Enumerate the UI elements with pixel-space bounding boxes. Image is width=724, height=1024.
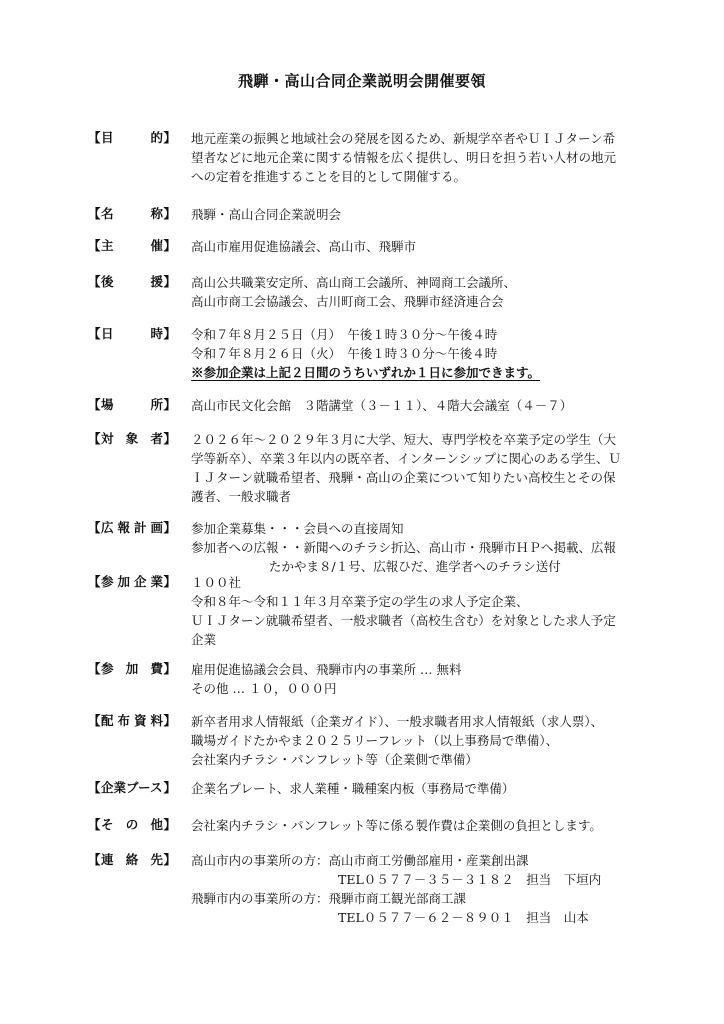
name-line: 飛騨・高山合同企業説明会 (191, 207, 342, 222)
other-line: 会社案内チラシ・パンフレット等に係る製作費は企業側の負担とします。 (191, 818, 602, 833)
section-body-publicity (191, 519, 621, 576)
companies-line: 企業 (191, 632, 217, 647)
purpose-line: 望者などに地元企業に関する情報を広く提供し、明日を担う若い人材の地元 (191, 150, 617, 165)
materials-line: 新卒者用求人情報紙（企業ガイド）、一般求職者用求人情報紙（求人票）、 (191, 714, 604, 729)
section-label-fee: 【 参 加 費 】 (88, 661, 176, 676)
section-label-organizer: 【 主 催 】 (88, 238, 176, 253)
companies-line: 令和８年～令和１１年３月卒業予定の学生の求人予定企業、 (191, 594, 529, 609)
organizer-line: 高山市雇用促進協議会、高山市、飛騨市 (191, 239, 417, 254)
venue-line: 高山市民文化会館 ３階講堂（３－１１）、４階大会議室（４－７） (191, 398, 573, 413)
contact-line: 飛騨市内の事業所の方：飛騨市商工観光部商工課 (191, 891, 467, 906)
section-body-other (191, 816, 621, 835)
booth-line: 企業名プレート、求人業種・職種案内板（事務局で準備） (191, 781, 515, 796)
section-label-venue: 【 場 所 】 (88, 397, 176, 412)
section-label-companies: 【 参 加 企 業 】 (88, 574, 176, 589)
section-body-contact (191, 851, 621, 927)
section-body-datetime (191, 325, 621, 382)
section-body-materials (191, 712, 621, 769)
section-label-other: 【 そ の 他 】 (88, 817, 176, 832)
participation-note: ※参加企業は上記２日間のうちいずれか１日に参加できます。 (191, 365, 541, 380)
contact-line: 高山市内の事業所の方：高山市商工労働部雇用・産業創出課 (191, 853, 529, 868)
support-line: 高山市商工会協議会、古川町商工会、飛騨市経済連合会 (191, 294, 504, 309)
support-line: 高山公共職業安定所、高山商工会議所、神岡商工会議所、 (191, 275, 517, 290)
section-label-materials: 【 配 布 資 料 】 (88, 713, 176, 728)
materials-line: 会社案内チラシ・パンフレット等（企業側で準備） (191, 752, 478, 767)
section-label-datetime: 【 日 時 】 (88, 326, 176, 341)
section-label-purpose: 【 目 的 】 (88, 130, 176, 145)
section-body-name (191, 205, 621, 224)
section-body-organizer (191, 237, 621, 256)
publicity-line: 参加企業募集・・・会員への直接周知 (191, 521, 404, 536)
section-body-venue (191, 396, 621, 415)
section-body-fee (191, 660, 621, 698)
target-line: ２０２６年～２０２９年３月に大学、短大、専門学校を卒業予定の学生（大 (191, 432, 617, 447)
section-label-support: 【 後 援 】 (88, 274, 176, 289)
fee-line: その他 … １０，０００円 (191, 681, 337, 696)
publicity-line: 参加者への広報・・新聞へのチラシ折込、高山市・飛騨市ＨＰへ掲載、広報 (191, 540, 617, 555)
purpose-line: 地元産業の振興と地域社会の発展を図るため、新規学卒者やＵＩＪターン希 (191, 131, 616, 146)
section-body-purpose (191, 129, 621, 186)
section-label-name: 【 名 称 】 (88, 206, 176, 221)
section-label-contact: 【 連 絡 先 】 (88, 852, 176, 867)
contact-phone: TEL０５７７－３５－３１８２ 担当 下垣内 (338, 872, 602, 887)
companies-line: １００社 (191, 575, 242, 590)
materials-line: 職場ガイドたかやま２０２５リーフレット（以上事務局で準備）、 (191, 733, 559, 748)
section-label-booth: 【 企業ブース 】 (88, 780, 176, 795)
target-line: 学等新卒）、卒業３年以内の既卒者、インターンシップに関心のある学生、Ｕ (191, 451, 621, 466)
contact-phone: TEL０５７７－６２－８９０１ 担当 山本 (338, 910, 589, 925)
section-label-publicity: 【 広 報 計 画 】 (88, 520, 176, 535)
fee-line: 雇用促進協議会会員、飛騨市内の事業所 … 無料 (191, 662, 462, 677)
target-line: ＩＪターン就職希望者、飛騨・高山の企業について知りたい高校生とその保 (191, 470, 616, 485)
target-line: 護者、一般求職者 (191, 489, 292, 504)
datetime-line: 令和７年８月２５日（月） 午後１時３０分～午後４時 (191, 327, 498, 342)
purpose-line: への定着を推進することを目的として開催する。 (191, 169, 467, 184)
section-body-support (191, 273, 621, 311)
section-body-companies (191, 573, 621, 649)
section-body-booth (191, 779, 621, 798)
datetime-line: 令和７年８月２６日（火） 午後１時３０分～午後４時 (191, 346, 498, 361)
publicity-line: たかやま８/１号、広報ひだ、進学者へのチラシ送付 (269, 559, 561, 574)
document-title: 飛騨・高山合同企業説明会開催要領 (237, 72, 486, 90)
section-label-target: 【 対 象 者 】 (88, 431, 176, 446)
section-body-target (191, 430, 621, 506)
companies-line: ＵＩＪターン就職希望者、一般求職者（高校生含む）を対象とした求人予定 (191, 613, 616, 628)
